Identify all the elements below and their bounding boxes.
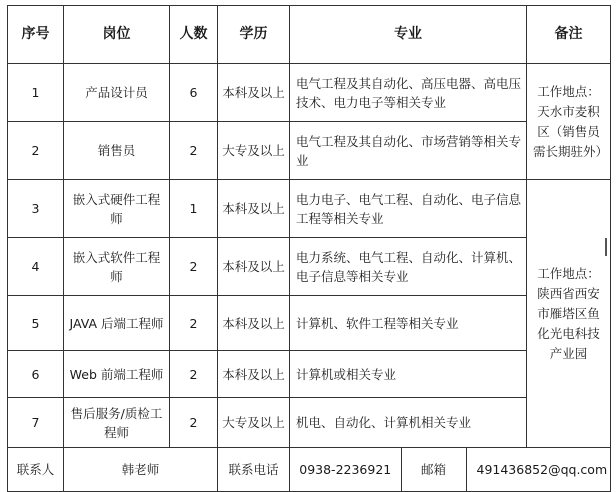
row-position: 嵌入式硬件工程师 (64, 180, 170, 238)
row-position: 售后服务/质检工程师 (64, 398, 170, 448)
header-remarks: 备注 (527, 6, 611, 64)
table-row (8, 398, 611, 448)
row-education: 大专及以上 (218, 122, 290, 180)
row-no: 6 (8, 351, 64, 398)
row-position: JAVA 后端工程师 (64, 296, 170, 351)
row-education: 本科及以上 (218, 64, 290, 122)
row-no: 5 (8, 296, 64, 351)
contact-phone: 0938-2236921 (290, 448, 401, 491)
contact-details-table (290, 448, 610, 491)
row-count: 2 (170, 398, 218, 448)
row-count: 1 (170, 180, 218, 238)
row-major: 电气工程及其自动化、高压电器、高电压技术、电力电子等相关专业 (290, 64, 527, 122)
row-major: 计算机、软件工程等相关专业 (290, 296, 527, 351)
row-position: 销售员 (64, 122, 170, 180)
header-row (8, 6, 611, 64)
header-position: 岗位 (64, 6, 170, 64)
row-no: 3 (8, 180, 64, 238)
table-row (8, 180, 611, 238)
row-major: 电气工程及其自动化、市场营销等相关专业 (290, 122, 527, 180)
header-education: 学历 (218, 6, 290, 64)
row-no: 4 (8, 238, 64, 296)
table-row (8, 351, 611, 398)
row-major: 机电、自动化、计算机相关专业 (290, 398, 527, 448)
scroll-indicator (605, 238, 607, 256)
contact-person-label: 联系人 (8, 448, 64, 492)
table-row (8, 64, 611, 122)
row-count: 2 (170, 351, 218, 398)
row-education: 本科及以上 (218, 296, 290, 351)
row-no: 7 (8, 398, 64, 448)
contact-details (290, 448, 611, 492)
row-major: 计算机或相关专业 (290, 351, 527, 398)
row-education: 本科及以上 (218, 238, 290, 296)
row-education: 本科及以上 (218, 351, 290, 398)
header-count: 人数 (170, 6, 218, 64)
table-row (8, 296, 611, 351)
row-position: 嵌入式软件工程师 (64, 238, 170, 296)
table-row (8, 122, 611, 180)
table-row (8, 238, 611, 296)
row-major: 电力系统、电气工程、自动化、计算机、电子信息等相关专业 (290, 238, 527, 296)
row-education: 本科及以上 (218, 180, 290, 238)
row-position: Web 前端工程师 (64, 351, 170, 398)
remarks-location-xian: 工作地点：陕西省西安市雁塔区鱼化光电科技产业园 (527, 180, 611, 448)
row-count: 2 (170, 238, 218, 296)
row-count: 2 (170, 122, 218, 180)
row-count: 6 (170, 64, 218, 122)
contact-phone-label: 联系电话 (218, 448, 290, 492)
row-no: 2 (8, 122, 64, 180)
row-major: 电力电子、电气工程、自动化、电子信息工程等相关专业 (290, 180, 527, 238)
header-major: 专业 (290, 6, 527, 64)
row-education: 大专及以上 (218, 398, 290, 448)
header-no: 序号 (8, 6, 64, 64)
contact-row (8, 448, 611, 492)
row-position: 产品设计员 (64, 64, 170, 122)
remarks-location-tianshui: 工作地点：天水市麦积区（销售员需长期驻外） (527, 64, 611, 180)
contact-person: 韩老师 (64, 448, 218, 492)
recruitment-table (7, 5, 611, 492)
row-no: 1 (8, 64, 64, 122)
row-count: 2 (170, 296, 218, 351)
contact-email: 491436852@qq.com (476, 462, 608, 477)
contact-email-label: 邮箱 (401, 448, 466, 491)
